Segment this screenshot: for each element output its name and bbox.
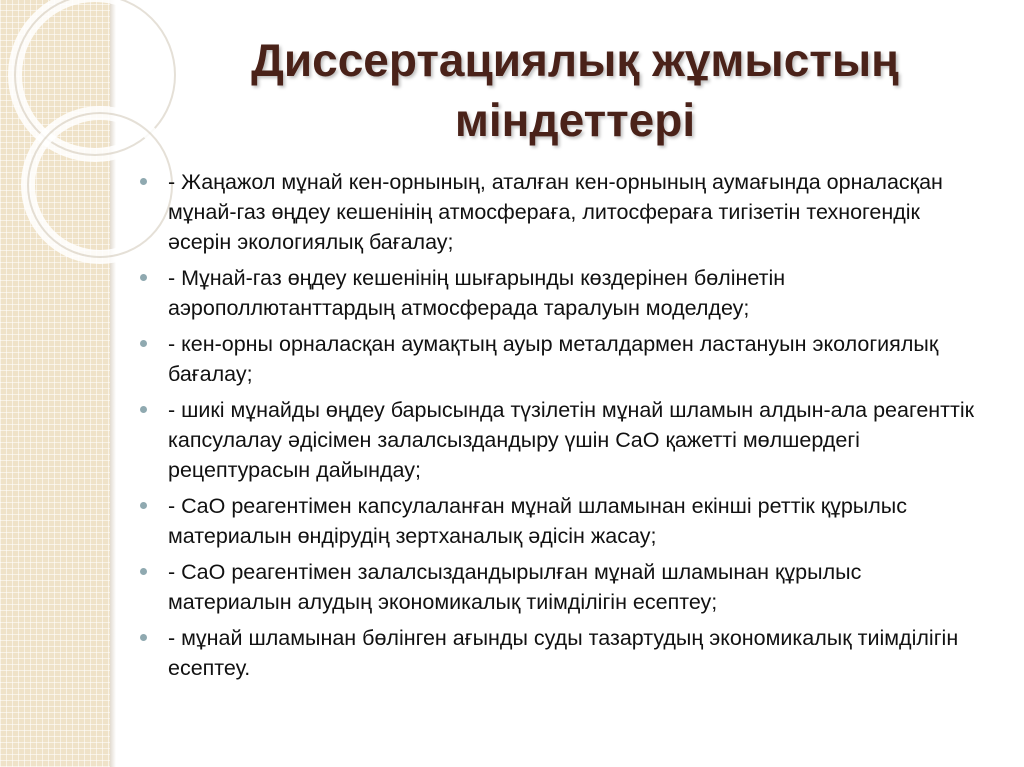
task-item-4 xyxy=(137,395,987,485)
task-text: - кен-орны орналасқан аумақтың ауыр металдармен ластануын экологиялық бағалау; xyxy=(168,332,939,386)
task-text: - CaO реагентімен залалсыздандырылған мұнай шламынан құрылыс материалын алудың экономикалық тиімділігін есептеу; xyxy=(168,560,862,614)
task-text: - Жаңажол мұнай кен-орнының, аталған кен-орнының аумағында орналасқан мұнай-газ өңдеу кешенінің атмосфераға, литосфераға тигізетін техногендік әсерін экологиялық бағалау; xyxy=(168,170,943,254)
task-text: - мұнай шламынан бөлінген ағынды суды тазартудың экономикалық тиімділігін есептеу. xyxy=(168,626,959,680)
task-text: - CaO реагентімен капсулаланған мұнай шламынан екінші реттік құрылыс материалын өндірудің зертханалық әдісін жасау; xyxy=(168,494,908,548)
bullet-icon xyxy=(140,502,147,509)
bullet-icon xyxy=(140,406,147,413)
slide-title-line-2: міндеттері xyxy=(454,94,696,146)
task-item-3 xyxy=(137,329,987,389)
task-text: - Мұнай-газ өңдеу кешенінің шығарынды көздерінен бөлінетін аэрополлютанттардың атмосферада таралуын моделдеу; xyxy=(168,266,786,320)
slide-title xyxy=(150,30,1000,150)
task-item-1 xyxy=(137,167,987,257)
bullet-icon xyxy=(140,178,147,185)
task-item-5 xyxy=(137,491,987,551)
task-list xyxy=(137,167,987,689)
task-text: - шикі мұнайды өңдеу барысында түзілетін мұнай шламын алдын-ала реагенттік капсулалау әдісімен залалсыздандыру үшін CaO қажетті мөлшердегі рецептурасын дайындау; xyxy=(168,398,975,482)
task-item-6 xyxy=(137,557,987,617)
slide-title-line-1: Диссертациялық жұмыстың xyxy=(251,34,899,86)
task-item-7 xyxy=(137,623,987,683)
task-item-2 xyxy=(137,263,987,323)
bullet-icon xyxy=(140,634,147,641)
bullet-icon xyxy=(140,274,147,281)
bullet-icon xyxy=(140,340,147,347)
bullet-icon xyxy=(140,568,147,575)
